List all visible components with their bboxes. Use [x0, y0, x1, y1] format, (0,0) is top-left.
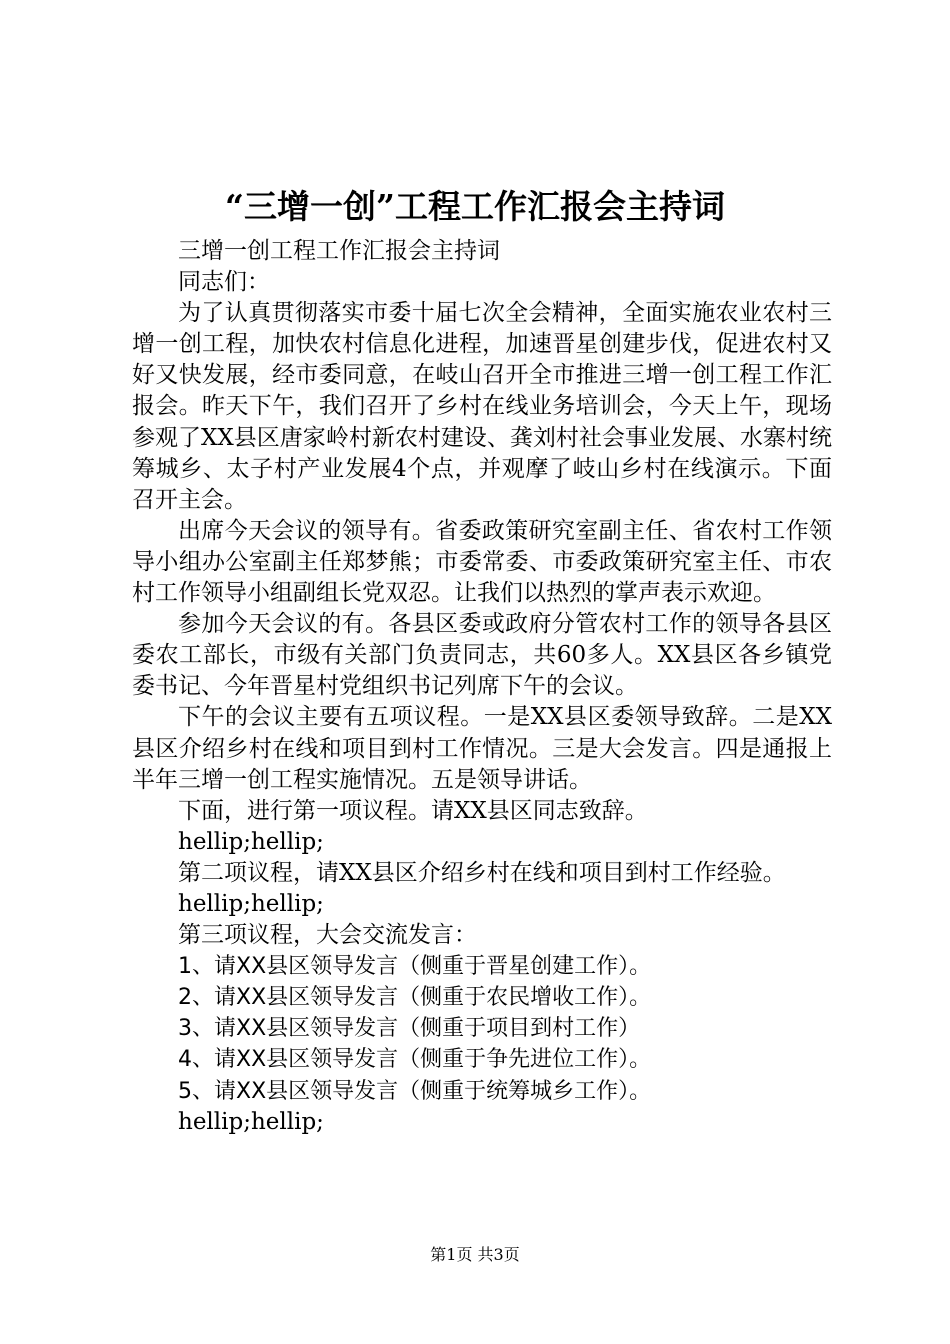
- paragraph-ellipsis: hellip;hellip;: [178, 890, 324, 917]
- paragraph-agenda: 下午的会议主要有五项议程。一是XX县区委领导致辞。二是XX县区介绍乡村在线和项目到村工作情况。三是大会发言。四是通报上半年三增一创工程实施情况。五是领导讲话。: [132, 704, 832, 793]
- paragraph-agenda-item-3: 第三项议程，大会交流发言：: [178, 922, 477, 949]
- document-body: [132, 236, 832, 1138]
- list-item-speech-1: 1、请XX县区领导发言（侧重于晋星创建工作）。: [178, 954, 652, 980]
- paragraph-attendees: 参加今天会议的有。各县区委或政府分管农村工作的领导各县区委农工部长，市级有关部门负责同志，共60多人。XX县区各乡镇党委书记、今年晋星村党组织书记列席下午的会议。: [132, 611, 832, 700]
- paragraph-leaders: 出席今天会议的领导有。省委政策研究室副主任、省农村工作领导小组办公室副主任郑梦熊；市委常委、市委政策研究室主任、市农村工作领导小组副组长党双忍。让我们以热烈的掌声表示欢迎。: [132, 517, 832, 607]
- paragraph-agenda-item-2: 第二项议程，请XX县区介绍乡村在线和项目到村工作经验。: [178, 859, 786, 886]
- page-number-footer: 第1页 共3页: [430, 1245, 520, 1264]
- list-item-speech-4: 4、请XX县区领导发言（侧重于争先进位工作）。: [178, 1047, 652, 1073]
- paragraph-ellipsis: hellip;hellip;: [178, 828, 324, 855]
- document-title: “三增一创”工程工作汇报会主持词: [225, 187, 725, 226]
- paragraph-subtitle: 三增一创工程工作汇报会主持词: [178, 238, 500, 264]
- paragraph-ellipsis: hellip;hellip;: [178, 1108, 324, 1135]
- list-item-speech-5: 5、请XX县区领导发言（侧重于统筹城乡工作）。: [178, 1078, 652, 1104]
- list-item-speech-3: 3、请XX县区领导发言（侧重于项目到村工作）: [178, 1016, 641, 1042]
- paragraph-intro: 为了认真贯彻落实市委十届七次全会精神，全面实施农业农村三增一创工程，加快农村信息化进程，加速晋星创建步伐，促进农村又好又快发展，经市委同意，在岐山召开全市推进三增一创工程工作汇报会。昨天下午，我们召开了乡村在线业务培训会，今天上午，现场参观了XX县区唐家岭村新农村建设、龚刘村社会事业发展、水寨村统筹城乡、太子村产业发展4个点，并观摩了岐山乡村在线演示。下面召开主会。: [132, 300, 832, 513]
- paragraph-agenda-item-1: 下面，进行第一项议程。请XX县区同志致辞。: [178, 797, 648, 824]
- list-item-speech-2: 2、请XX县区领导发言（侧重于农民增收工作）。: [178, 985, 652, 1011]
- paragraph-salutation: 同志们：: [178, 269, 270, 296]
